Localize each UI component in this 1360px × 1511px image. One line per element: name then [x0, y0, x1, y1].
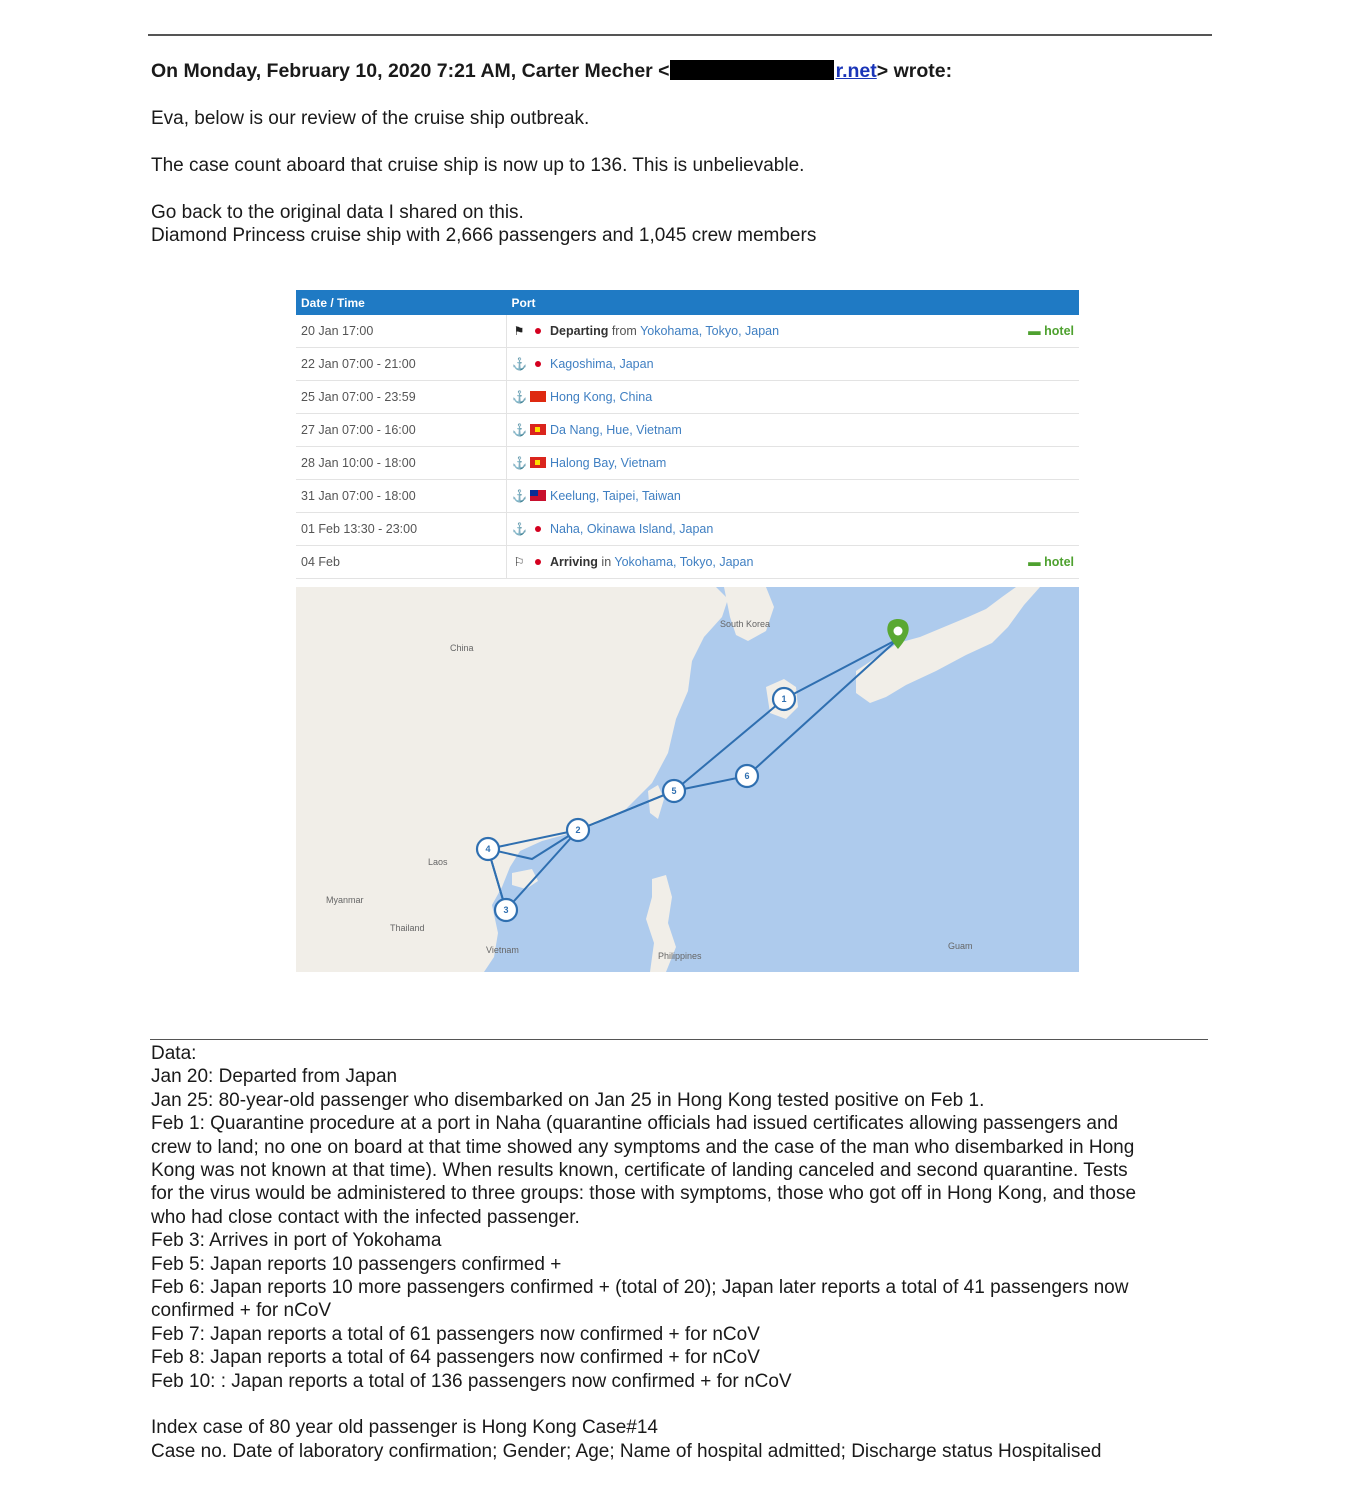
header-from: On Monday, February 10, 2020 7:21 AM, Carter Mecher < [151, 60, 670, 82]
country-flag-icon [530, 490, 546, 501]
route-map [296, 587, 1079, 972]
itinerary-row [296, 447, 1079, 480]
data-line: Feb 5: Japan reports 10 passengers confirmed + [151, 1253, 562, 1275]
itinerary-port-cell [507, 447, 1080, 480]
route-stop-marker[interactable] [477, 838, 499, 860]
data-line: confirmed + for nCoV [151, 1300, 332, 1322]
country-flag-icon [530, 556, 546, 567]
itinerary-date: 28 Jan 10:00 - 18:00 [296, 447, 507, 480]
itinerary-date: 01 Feb 13:30 - 23:00 [296, 513, 507, 546]
finish-flag-icon: ⚐ [513, 555, 525, 569]
anchor-icon: ⚓ [512, 522, 527, 536]
itinerary-preposition: in [601, 555, 612, 569]
paragraph-intro: Eva, below is our review of the cruise ship outbreak. [151, 108, 590, 129]
route-stop-number: 6 [744, 771, 750, 781]
hotel-link[interactable] [1028, 324, 1074, 338]
itinerary-port-link[interactable]: Yokohama, Tokyo, Japan [614, 555, 754, 569]
itinerary-action: Arriving [550, 555, 598, 569]
itinerary-port-link[interactable]: Keelung, Taipei, Taiwan [550, 489, 681, 503]
itinerary-preposition: from [611, 324, 637, 338]
column-header-port: Port [507, 290, 1080, 315]
bed-icon: ▬ [1028, 555, 1045, 569]
route-stop-marker[interactable] [663, 780, 685, 802]
map-label-south-korea: South Korea [720, 619, 771, 629]
country-flag-icon [530, 523, 546, 534]
map-label-guam: Guam [948, 941, 973, 951]
email-link[interactable]: r.net [835, 60, 877, 82]
anchor-icon: ⚓ [512, 390, 527, 404]
data-line: crew to land; no one on board at that time showed any symptoms and the case of the man who disembarked in Hong [151, 1136, 1135, 1158]
anchor-icon: ⚓ [512, 423, 527, 437]
map-label-china: China [450, 643, 474, 653]
itinerary-port-cell [507, 546, 1080, 579]
itinerary-port-link[interactable]: Hong Kong, China [550, 390, 653, 404]
hotel-link[interactable] [1028, 555, 1074, 569]
itinerary-row [296, 513, 1079, 546]
itinerary-port-cell [507, 348, 1080, 381]
itinerary-row [296, 348, 1079, 381]
itinerary-port-cell [507, 480, 1080, 513]
data-line: Feb 6: Japan reports 10 more passengers confirmed + (total of 20); Japan later reports a total of 41 passengers now [151, 1277, 1129, 1298]
data-line: Feb 1: Quarantine procedure at a port in Naha (quarantine officials had issued certificates allowing passengers and [151, 1113, 1119, 1135]
itinerary-port-cell [507, 414, 1080, 447]
paragraph-case-count: The case count aboard that cruise ship is now up to 136. This is unbelievable. [151, 155, 805, 176]
map-label-laos: Laos [428, 857, 448, 867]
country-flag-icon [530, 457, 546, 468]
route-stop-number: 5 [671, 786, 677, 796]
itinerary-port-link[interactable]: Naha, Okinawa Island, Japan [550, 522, 714, 536]
paragraph-original-data: Go back to the original data I shared on this. [151, 202, 524, 223]
itinerary-table [296, 290, 1079, 579]
anchor-icon: ⚓ [512, 357, 527, 371]
route-stop-number: 3 [503, 905, 509, 915]
itinerary-date: 22 Jan 07:00 - 21:00 [296, 348, 507, 381]
anchor-icon: ⚓ [512, 489, 527, 503]
itinerary-port-link[interactable]: Halong Bay, Vietnam [550, 456, 667, 470]
table-header-row [296, 290, 1079, 315]
data-line: who had close contact with the infected passenger. [151, 1206, 580, 1228]
email-header [151, 60, 952, 83]
itinerary-port-cell [507, 315, 1080, 348]
redacted-email-address [670, 60, 834, 80]
data-line: Jan 25: 80-year-old passenger who disembarked on Jan 25 in Hong Kong tested positive on Feb 1. [151, 1089, 985, 1111]
data-line: Feb 7: Japan reports a total of 61 passengers now confirmed + for nCoV [151, 1323, 760, 1345]
route-stop-marker[interactable] [567, 819, 589, 841]
itinerary-row [296, 546, 1079, 579]
top-divider [148, 34, 1212, 36]
data-line: Kong was not known at that time). When results known, certificate of landing canceled and second quarantine. Tests [151, 1160, 1128, 1181]
route-stop-marker[interactable] [736, 765, 758, 787]
itinerary-row [296, 381, 1079, 414]
itinerary-date: 04 Feb [296, 546, 507, 579]
map-label-vietnam: Vietnam [486, 945, 519, 955]
itinerary-figure [296, 290, 1079, 972]
column-header-date: Date / Time [296, 290, 507, 315]
bed-icon: ▬ [1028, 324, 1045, 338]
data-line: Case no. Date of laboratory confirmation; Gender; Age; Name of hospital admitted; Discharge status Hospitalised [151, 1440, 1102, 1462]
itinerary-date: 31 Jan 07:00 - 18:00 [296, 480, 507, 513]
route-stop-number: 1 [781, 694, 787, 704]
data-line: for the virus would be administered to three groups: those with symptoms, those who got off in Hong Kong, and those [151, 1183, 1137, 1205]
data-line: Feb 8: Japan reports a total of 64 passengers now confirmed + for nCoV [151, 1347, 760, 1369]
itinerary-row [296, 480, 1079, 513]
hotel-label: hotel [1044, 555, 1074, 569]
country-flag-icon [530, 391, 546, 402]
route-stop-number: 2 [575, 825, 581, 835]
country-flag-icon [530, 358, 546, 369]
itinerary-port-cell [507, 381, 1080, 414]
country-flag-icon [530, 424, 546, 435]
route-stop-marker[interactable] [773, 688, 795, 710]
paragraph-ship-info: Diamond Princess cruise ship with 2,666 passengers and 1,045 crew members [151, 225, 817, 246]
data-line: Jan 20: Departed from Japan [151, 1066, 398, 1088]
itinerary-date: 27 Jan 07:00 - 16:00 [296, 414, 507, 447]
data-divider [150, 1039, 1208, 1040]
route-stop-number: 4 [485, 844, 491, 854]
route-stop-marker[interactable] [495, 899, 517, 921]
itinerary-date: 25 Jan 07:00 - 23:59 [296, 381, 507, 414]
data-line: Index case of 80 year old passenger is Hong Kong Case#14 [151, 1417, 658, 1439]
flag-icon: ⚑ [513, 324, 525, 338]
data-line: Feb 10: : Japan reports a total of 136 passengers now confirmed + for nCoV [151, 1370, 792, 1392]
data-line: Feb 3: Arrives in port of Yokohama [151, 1230, 442, 1252]
map-label-philippines: Philippines [658, 951, 702, 961]
itinerary-port-cell [507, 513, 1080, 546]
country-flag-icon [530, 325, 546, 336]
anchor-icon: ⚓ [512, 456, 527, 470]
header-wrote: > wrote: [876, 60, 953, 82]
data-line: Data: [151, 1043, 197, 1064]
itinerary-action: Departing [550, 324, 609, 338]
hotel-label: hotel [1044, 324, 1074, 338]
map-label-thailand: Thailand [390, 923, 425, 933]
map-label-myanmar: Myanmar [326, 895, 364, 905]
itinerary-date: 20 Jan 17:00 [296, 315, 507, 348]
itinerary-port-link[interactable]: Kagoshima, Japan [550, 357, 654, 371]
itinerary-row [296, 414, 1079, 447]
itinerary-port-link[interactable]: Yokohama, Tokyo, Japan [640, 324, 780, 338]
itinerary-row [296, 315, 1079, 348]
itinerary-port-link[interactable]: Da Nang, Hue, Vietnam [550, 423, 682, 437]
